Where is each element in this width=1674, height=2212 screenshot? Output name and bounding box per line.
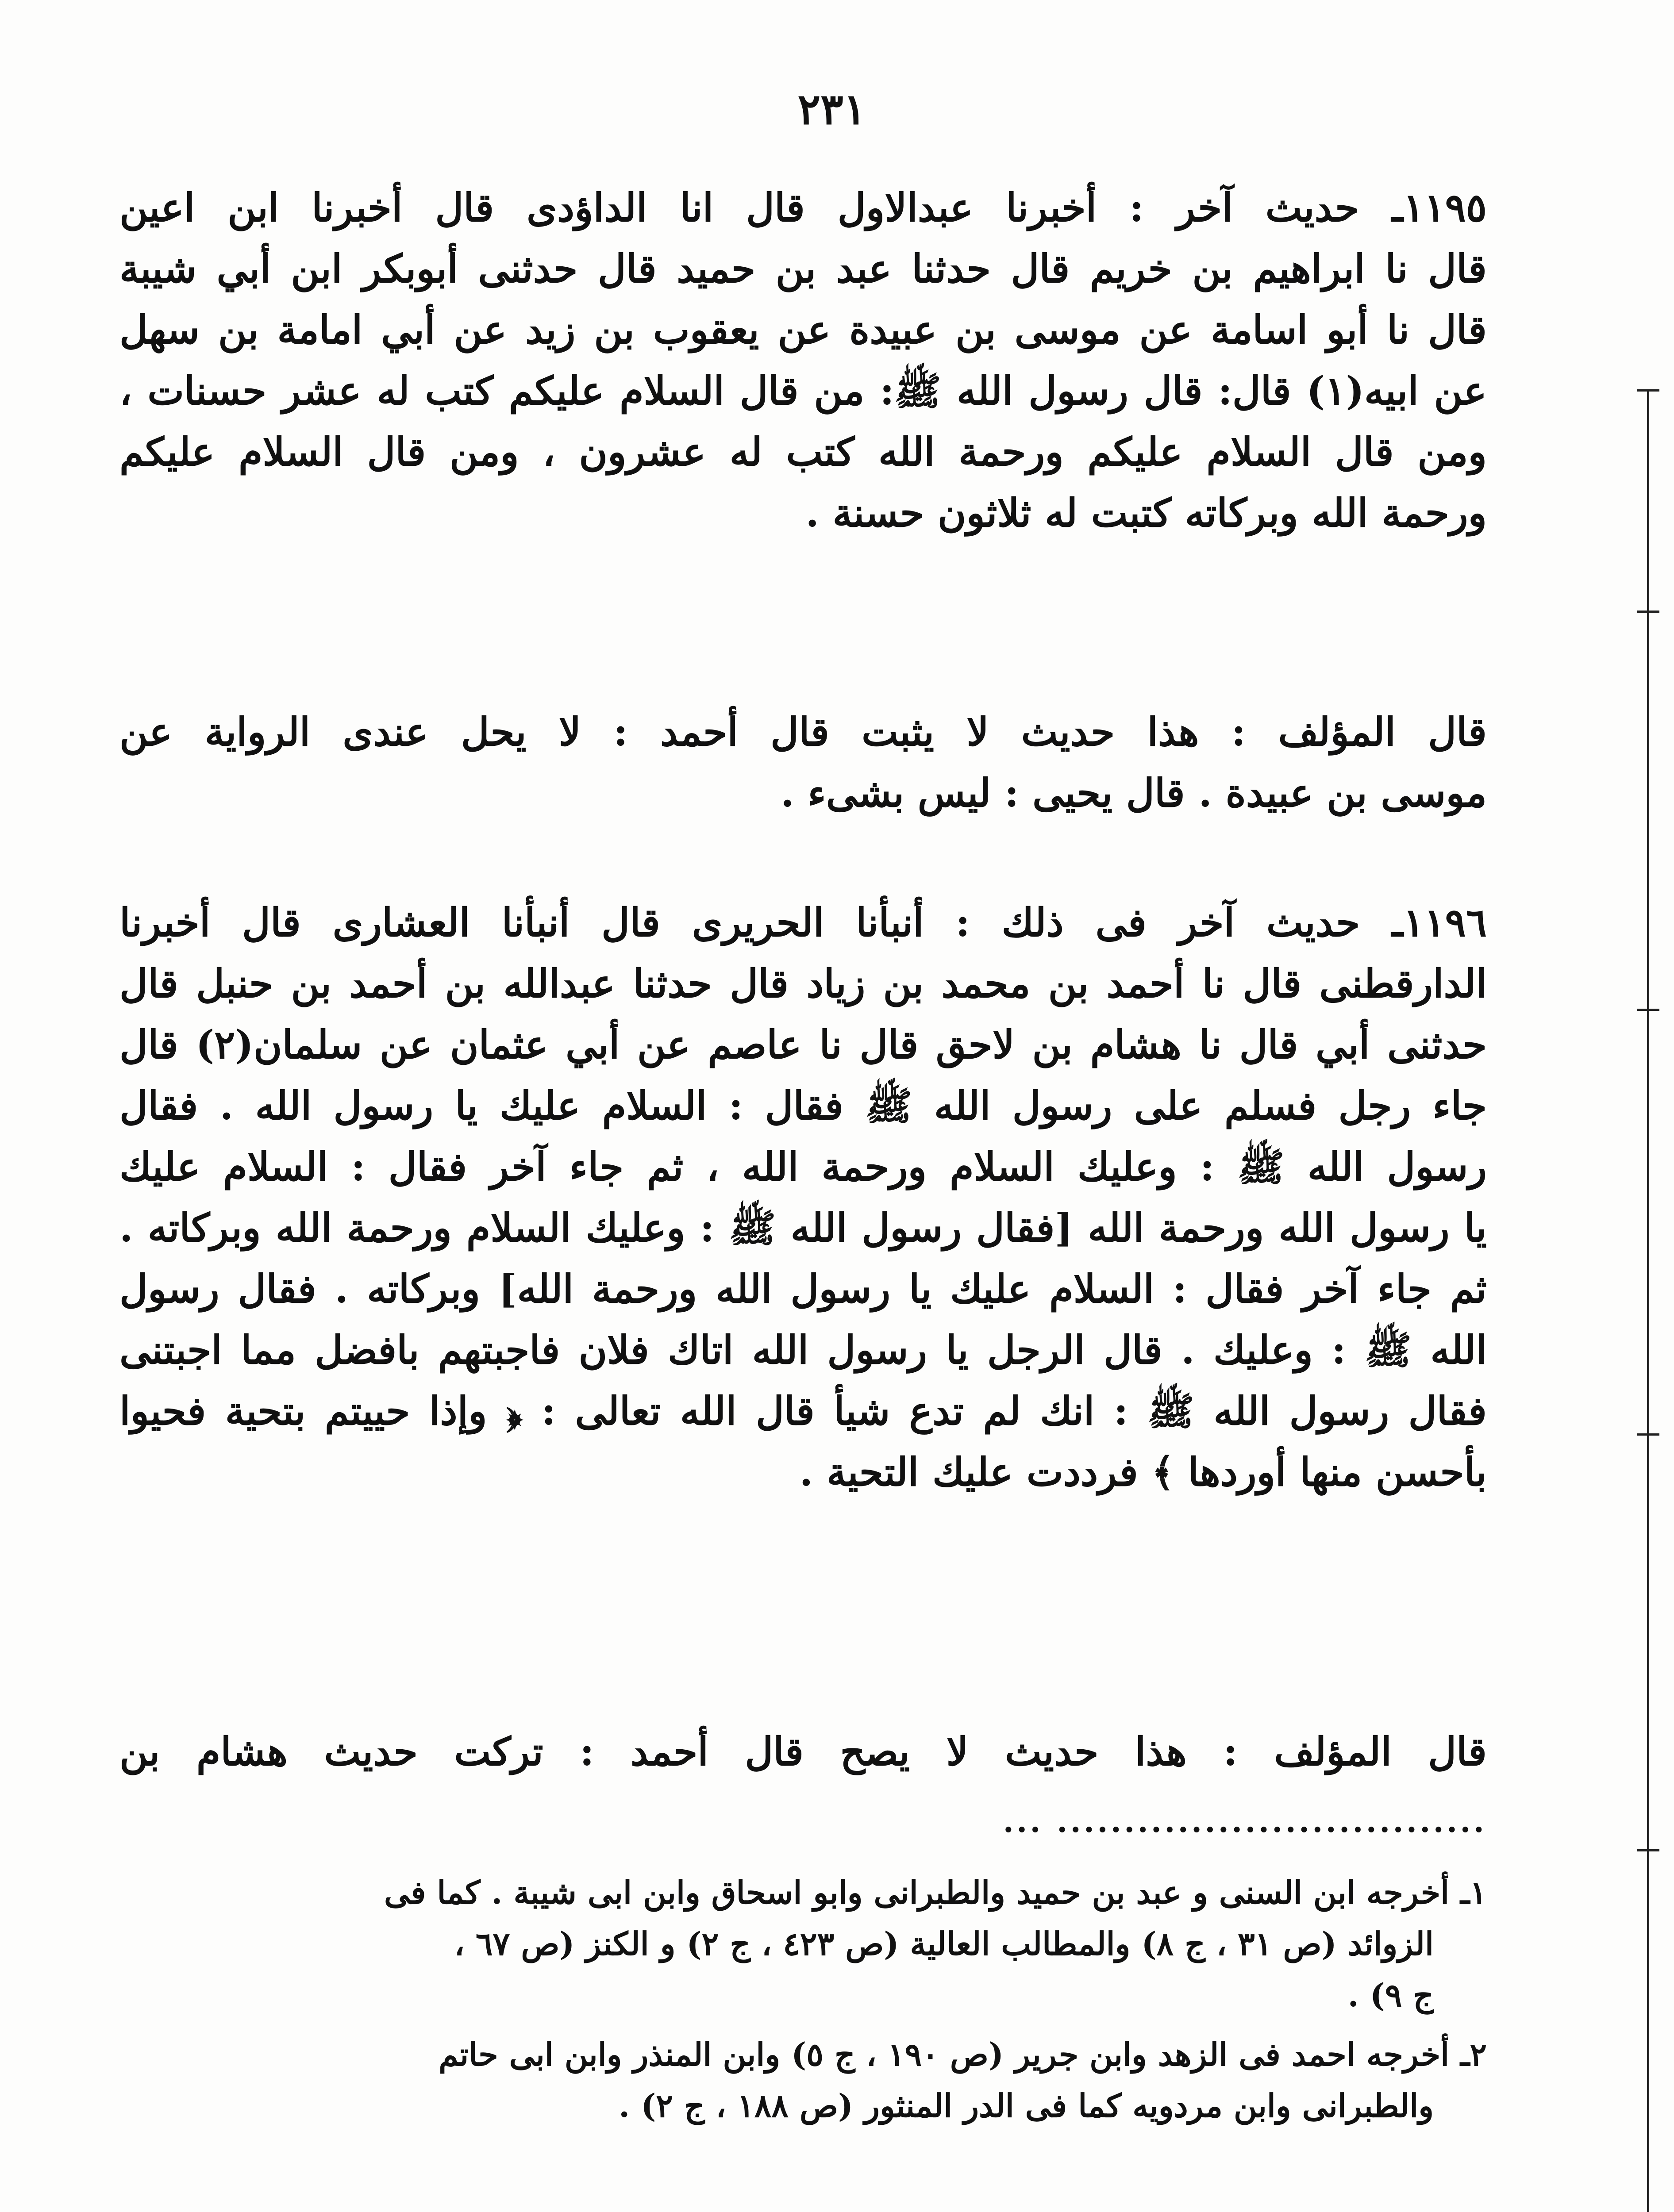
margin-tick <box>1637 1009 1659 1011</box>
text-line: جاء رجل فسلم على رسول الله ﷺ فقال : السلام عليك يا رسول الله . فقال <box>119 1083 1487 1129</box>
text-line: قال نا ابراهيم بن خريم قال حدثنا عبد بن حميد قال حدثنى أبوبكر ابن أبي شيبة <box>119 246 1487 292</box>
text-line: ١١٩٦ـ حديث آخر فى ذلك : أنبأنا الحريرى قال أنبأنا العشارى قال أخبرنا <box>119 899 1487 945</box>
margin-tick <box>1637 389 1659 392</box>
author-comment-1195 <box>119 701 1487 823</box>
footnote-2 <box>150 2029 1487 2131</box>
margin-tick <box>1637 611 1659 613</box>
margin-binding-line <box>1647 389 1649 2212</box>
text-line: يا رسول الله ورحمة الله [فقال رسول الله ﷺ : وعليك السلام ورحمة الله وبركاته . <box>119 1205 1487 1251</box>
text-line: الدارقطنى قال نا أحمد بن محمد بن زياد قال حدثنا عبدالله بن أحمد بن حنبل قال <box>119 960 1487 1006</box>
text-line: ١١٩٥ـ حديث آخر : أخبرنا عبدالاول قال انا الداؤدى قال أخبرنا ابن اعين <box>119 184 1487 230</box>
margin-tick <box>1637 1433 1659 1436</box>
footnote-separator <box>119 1836 1487 1838</box>
author-comment-1196 <box>119 1721 1487 1782</box>
text-line: ومن قال السلام عليكم ورحمة الله كتب له عشرون ، ومن قال السلام عليكم <box>119 429 1487 475</box>
hadith-1196-paragraph <box>119 892 1487 1502</box>
text-line: موسى بن عبيدة . قال يحيى : ليس بشىء . <box>781 770 1487 816</box>
text-line: رسول الله ﷺ : وعليك السلام ورحمة الله ، ثم جاء آخر فقال : السلام عليك <box>119 1144 1487 1190</box>
text-line: قال المؤلف : هذا حديث لا يصح قال أحمد : تركت حديث هشام بن <box>119 1728 1487 1774</box>
text-line: قال المؤلف : هذا حديث لا يثبت قال أحمد : لا يحل عندى الرواية عن <box>119 709 1487 755</box>
text-line: حدثنى أبي قال نا هشام بن لاحق قال نا عاصم عن أبي عثمان عن سلمان(٢) قال <box>119 1022 1487 1068</box>
footnote-line: ٢ـ أخرجه احمد فى الزهد وابن جرير (ص ١٩٠ ، ج ٥) وابن المنذر وابن ابى حاتم <box>439 2035 1487 2073</box>
footnote-line: ١ـ أخرجه ابن السنى و عبد بن حميد والطبرانى وابو اسحاق وابن ابى شيبة . كما فى <box>384 1874 1487 1911</box>
footnotes <box>150 1867 1487 2139</box>
footnote-line: ج ٩) . <box>1347 1976 1434 2014</box>
page-number: ٢٣١ <box>797 84 866 134</box>
continuation-dots: ................................ ... <box>1003 1803 1487 1839</box>
footnote-1 <box>150 1867 1487 2021</box>
text-line: فقال رسول الله ﷺ : انك لم تدع شيأ قال الله تعالى : ﴿ وإذا حييتم بتحية فحيوا <box>119 1388 1487 1434</box>
footnote-line: الزوائد (ص ٣١ ، ج ٨) والمطالب العالية (ص ٤٢٣ ، ج ٢) و الكنز (ص ٦٧ ، <box>454 1925 1434 1962</box>
text-line: بأحسن منها أوردها ﴾ فرددت عليك التحية . <box>799 1449 1487 1495</box>
text-line: عن ابيه(١) قال: قال رسول الله ﷺ: من قال السلام عليكم كتب له عشر حسنات ، <box>119 368 1487 414</box>
text-line: قال نا أبو اسامة عن موسى بن عبيدة عن يعقوب بن زيد عن أبي امامة بن سهل <box>119 307 1487 353</box>
text-line: ورحمة الله وبركاته كتبت له ثلاثون حسنة . <box>805 490 1487 536</box>
text-line: الله ﷺ : وعليك . قال الرجل يا رسول الله اتاك فلان فاجبتهم بافضل مما اجبتنى <box>119 1327 1487 1373</box>
footnote-line: والطبرانى وابن مردويه كما فى الدر المنثور (ص ١٨٨ ، ج ٢) . <box>619 2087 1434 2124</box>
hadith-1195-paragraph <box>119 177 1487 543</box>
margin-tick <box>1637 1849 1659 1851</box>
text-line: ثم جاء آخر فقال : السلام عليك يا رسول الله ورحمة الله] وبركاته . فقال رسول <box>119 1266 1487 1312</box>
